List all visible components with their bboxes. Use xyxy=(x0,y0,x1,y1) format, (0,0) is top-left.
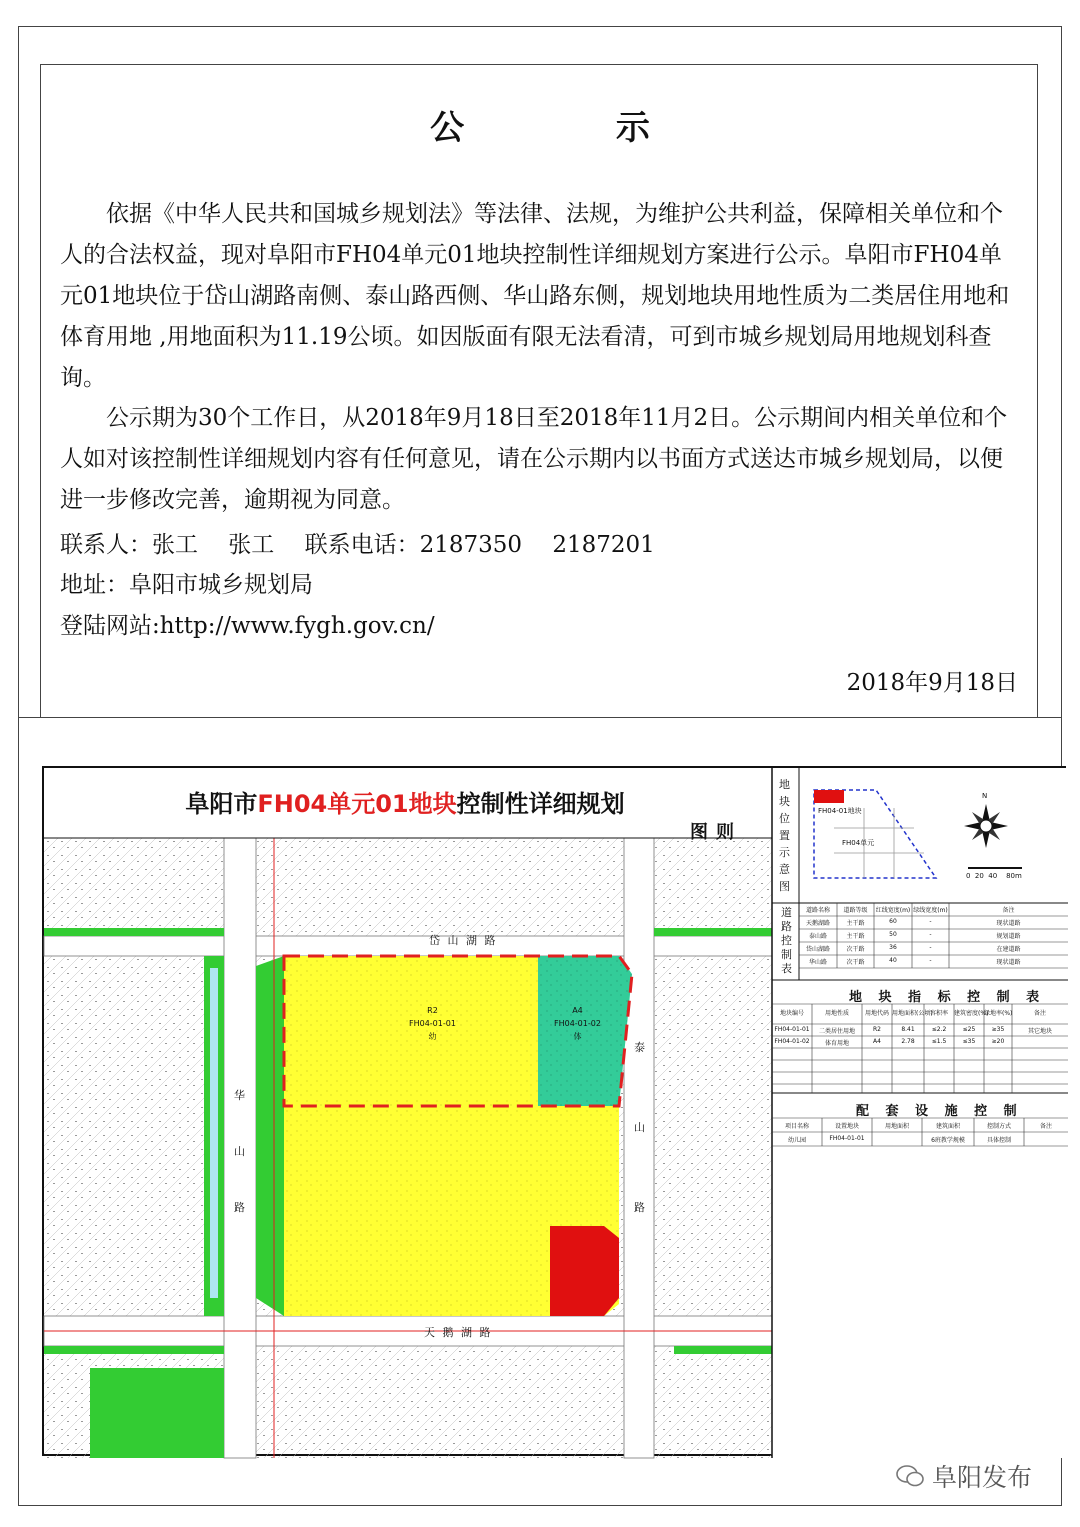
table-cell: 体育用地 xyxy=(824,1040,849,1047)
table-cell: - xyxy=(929,931,932,938)
table-cell: ≤25 xyxy=(962,1026,976,1033)
table-cell: 现状道路 xyxy=(996,959,1021,966)
table-header-cell: 用地面积(公顷) xyxy=(892,1010,933,1017)
green-park xyxy=(90,1368,224,1458)
facility-table-title: 配 套 设 施 控 制 xyxy=(856,1104,1023,1119)
locator-unit-label: FH04单元 xyxy=(842,839,875,847)
road-table-side-label xyxy=(781,906,795,976)
side-char: 置 xyxy=(779,829,790,842)
parcel-note: 体 xyxy=(573,1032,582,1041)
table-header-cell: 道路等级 xyxy=(843,907,868,914)
side-char: 制 xyxy=(781,948,792,961)
side-char: 块 xyxy=(779,795,790,808)
parcel-label-a4 xyxy=(554,1004,601,1043)
table-header-cell: 绿地率(%) xyxy=(984,1010,1013,1017)
map-title-highlight: FH04单元01地块 xyxy=(257,790,457,818)
green-strip-west xyxy=(256,956,284,1316)
table-header-cell: 建筑面积 xyxy=(935,1123,960,1130)
table-cell: 具体控制 xyxy=(986,1137,1011,1144)
locator-plot-label: FH04-01地块 xyxy=(818,807,862,815)
table-cell: R2 xyxy=(873,1026,881,1033)
road-label-west-char: 山 xyxy=(234,1145,245,1158)
table-cell: 8.41 xyxy=(901,1026,915,1033)
table-cell: FH04-01-01 xyxy=(774,1026,810,1033)
divider xyxy=(18,717,1062,718)
table-cell: 次干路 xyxy=(846,946,865,953)
table-cell: 主干路 xyxy=(846,933,865,940)
side-char: 道 xyxy=(781,906,792,919)
water-channel xyxy=(210,968,218,1298)
parcel-table-title: 地 块 指 标 控 制 表 xyxy=(849,990,1046,1005)
notice-paragraph-1: 依据《中华人民共和国城乡规划法》等法律、法规，为维护公共利益，保障相关单位和个人的合法权益，现对阜阳市FH04单元01地块控制性详细规划方案进行公示。阜阳市FH04单元01地块位于岱山湖路南侧、泰山路西侧、华山路东侧，规划地块用地性质为二类居住用地和体育用地 ,用地面积为11.19公顷。如因版面有限无法看清，可到市城乡规划局用地规划科查询。 xyxy=(60,201,1010,391)
road-label-south: 天 鹅 湖 路 xyxy=(424,1326,493,1339)
table-cell: - xyxy=(929,944,932,951)
notice-date: 2018年9月18日 xyxy=(846,670,1018,696)
address-line: 地址：阜阳市城乡规划局 xyxy=(60,572,313,598)
side-char: 表 xyxy=(781,962,792,975)
map-title-prefix: 阜阳市 xyxy=(185,790,258,818)
parcel-label-r2 xyxy=(409,1004,456,1043)
table-cell: 主干路 xyxy=(846,920,865,927)
watermark xyxy=(896,1458,1032,1494)
side-char: 位 xyxy=(779,812,790,825)
parcel-note: 幼 xyxy=(428,1032,437,1041)
contact-line: 联系人：张工 张工 联系电话：2187350 2187201 xyxy=(60,532,655,558)
table-cell: 幼儿园 xyxy=(787,1137,806,1144)
notice-title: 公 示 xyxy=(430,108,720,148)
map-title-suffix: 控制性详细规划 xyxy=(456,790,625,818)
facility-block xyxy=(550,1226,619,1316)
table-cell: 36 xyxy=(889,944,897,951)
map-legend-label: 图则 xyxy=(690,822,742,843)
road-label-east xyxy=(634,1008,645,1248)
table-cell: FH04-01-01 xyxy=(829,1135,865,1142)
table-cell: 2.78 xyxy=(901,1038,915,1045)
table-cell: ≤2.2 xyxy=(931,1026,947,1033)
table-cell: A4 xyxy=(873,1038,881,1045)
website-line: 登陆网站:http://www.fygh.gov.cn/ xyxy=(60,613,435,639)
table-cell: 其它地块 xyxy=(1027,1028,1052,1035)
green-strip-south-east xyxy=(674,1346,772,1354)
table-cell: ≤1.5 xyxy=(931,1038,947,1045)
table-cell: 6班教学规模 xyxy=(931,1137,965,1144)
side-char: 控 xyxy=(781,934,792,947)
road-label-west-char: 路 xyxy=(234,1201,245,1214)
parcel-id: FH04-01-01 xyxy=(409,1019,456,1028)
table-cell: 60 xyxy=(889,918,897,925)
scale-label: 0 20 40 80m xyxy=(966,872,1022,880)
table-cell: 在建道路 xyxy=(996,946,1021,953)
table-header-cell: 控制方式 xyxy=(986,1123,1011,1130)
table-cell: 50 xyxy=(889,931,897,938)
road-label-east-char: 泰 xyxy=(634,1041,645,1054)
parcel-code: R2 xyxy=(427,1006,438,1015)
table-header-cell: 用地性质 xyxy=(824,1010,849,1017)
table-header-cell: 建筑密度(%) xyxy=(954,1010,989,1017)
north-label: N xyxy=(982,792,988,800)
table-header-cell: 容积率 xyxy=(929,1010,948,1017)
road-north xyxy=(44,936,772,956)
locator-plot xyxy=(814,790,844,803)
road-label-east-char: 路 xyxy=(634,1201,645,1214)
side-char: 意 xyxy=(779,863,790,876)
table-header-cell: 地块编号 xyxy=(779,1010,804,1017)
table-cell: - xyxy=(929,957,932,964)
table-cell: 现状道路 xyxy=(996,920,1021,927)
side-char: 示 xyxy=(779,846,790,859)
table-cell: 规划道路 xyxy=(996,933,1021,940)
green-strip-north-west xyxy=(44,928,224,936)
table-header-cell: 备注 xyxy=(1039,1123,1052,1130)
road-label-east-char: 山 xyxy=(634,1121,645,1134)
side-char: 图 xyxy=(779,880,790,893)
watermark-text: 阜阳发布 xyxy=(932,1463,1033,1492)
green-strip-south-west xyxy=(44,1346,224,1354)
table-header-cell: 绿线宽度(m) xyxy=(913,907,948,914)
table-header-cell: 设置地块 xyxy=(834,1123,859,1130)
parcel-code: A4 xyxy=(572,1006,583,1015)
table-cell: FH04-01-02 xyxy=(774,1038,810,1045)
table-cell: ≥20 xyxy=(991,1038,1005,1045)
parcel-id: FH04-01-02 xyxy=(554,1019,601,1028)
table-header-cell: 道路名称 xyxy=(805,907,830,914)
table-cell: 华山路 xyxy=(808,959,827,966)
table-cell: ≤35 xyxy=(962,1038,976,1045)
wechat-icon xyxy=(896,1464,924,1488)
table-cell: - xyxy=(929,918,932,925)
road-label-west-char: 华 xyxy=(234,1089,245,1102)
table-cell: 40 xyxy=(889,957,897,964)
table-header-cell: 项目名称 xyxy=(784,1123,809,1130)
table-cell: 泰山路 xyxy=(808,933,827,940)
table-cell: ≥35 xyxy=(991,1026,1005,1033)
notice-paragraph-2: 公示期为30个工作日，从2018年9月18日至2018年11月2日。公示期间内相关单位和个人如对该控制性详细规划内容有任何意见，请在公示期内以书面方式送达市城乡规划局，以便进一步修改完善，逾期视为同意。 xyxy=(60,405,1008,513)
table-cell: 岱山湖路 xyxy=(805,946,830,953)
table-header-cell: 备注 xyxy=(1002,907,1015,914)
table-header-cell: 用地代码 xyxy=(864,1010,889,1017)
locator-side-label xyxy=(779,776,793,895)
table-cell: 二类居住用地 xyxy=(818,1028,855,1035)
planning-map xyxy=(42,766,1066,1456)
map-title xyxy=(42,784,768,819)
table-cell: 天鹅湖路 xyxy=(805,920,830,927)
table-header-cell: 用地面积 xyxy=(884,1123,909,1130)
table-header-cell: 红线宽度(m) xyxy=(875,907,911,914)
table-cell: 次干路 xyxy=(846,959,865,966)
table-header-cell: 备注 xyxy=(1033,1010,1046,1017)
road-label-north: 岱 山 湖 路 xyxy=(429,934,498,947)
road-label-west xyxy=(234,1068,245,1236)
side-char: 路 xyxy=(781,920,792,933)
side-char: 地 xyxy=(779,778,790,791)
green-strip-north-east xyxy=(654,928,772,936)
